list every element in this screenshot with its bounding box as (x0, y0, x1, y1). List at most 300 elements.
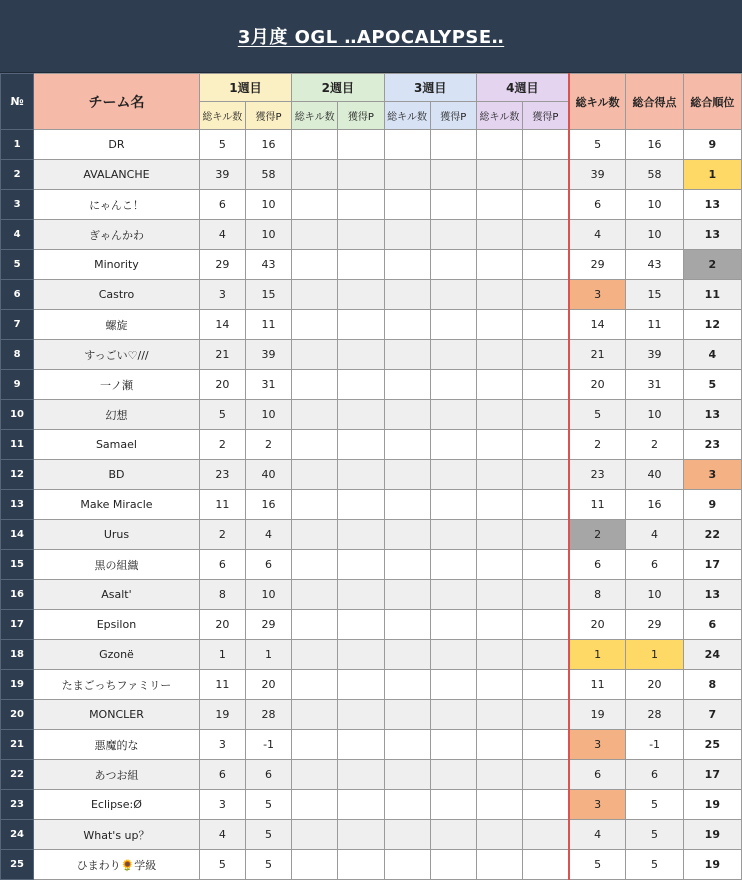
week-4-kills-cell[interactable] (476, 790, 522, 820)
team-name-cell[interactable]: Asalt' (34, 580, 200, 610)
week-4-kills-cell[interactable] (476, 280, 522, 310)
total-kills-cell[interactable]: 8 (569, 580, 626, 610)
week-4-points-cell[interactable] (523, 490, 569, 520)
week-2-kills-cell[interactable] (292, 130, 338, 160)
week-4-kills-cell[interactable] (476, 520, 522, 550)
week-1-points-cell[interactable]: 10 (245, 400, 291, 430)
week-4-kills-cell[interactable] (476, 700, 522, 730)
week-4-points-cell[interactable] (523, 700, 569, 730)
week-4-points-cell[interactable] (523, 220, 569, 250)
week-1-kills-cell[interactable]: 1 (199, 640, 245, 670)
week-4-kills-cell[interactable] (476, 130, 522, 160)
total-points-cell[interactable]: 28 (626, 700, 683, 730)
total-rank-cell[interactable]: 19 (683, 820, 741, 850)
week-4-kills-cell[interactable] (476, 580, 522, 610)
week-3-points-cell[interactable] (430, 310, 476, 340)
week-4-points-cell[interactable] (523, 460, 569, 490)
total-kills-cell[interactable]: 4 (569, 220, 626, 250)
team-name-cell[interactable]: あつお組 (34, 760, 200, 790)
week-1-kills-cell[interactable]: 20 (199, 610, 245, 640)
week-3-points-cell[interactable] (430, 340, 476, 370)
week-4-kills-cell[interactable] (476, 400, 522, 430)
total-points-cell[interactable]: 15 (626, 280, 683, 310)
week-4-kills-cell[interactable] (476, 820, 522, 850)
total-points-cell[interactable]: 5 (626, 850, 683, 880)
team-name-cell[interactable]: Samael (34, 430, 200, 460)
week-3-points-cell[interactable] (430, 370, 476, 400)
week-3-kills-cell[interactable] (384, 700, 430, 730)
team-name-cell[interactable]: にゃんこ！ (34, 190, 200, 220)
team-name-cell[interactable]: 幻想 (34, 400, 200, 430)
week-2-kills-cell[interactable] (292, 370, 338, 400)
week-2-points-cell[interactable] (338, 310, 384, 340)
week-1-points-cell[interactable]: 2 (245, 430, 291, 460)
week-2-points-cell[interactable] (338, 160, 384, 190)
week-4-kills-cell[interactable] (476, 460, 522, 490)
week-4-kills-cell[interactable] (476, 550, 522, 580)
week-2-points-cell[interactable] (338, 670, 384, 700)
week-4-kills-cell[interactable] (476, 760, 522, 790)
week-1-kills-cell[interactable]: 5 (199, 850, 245, 880)
week-3-points-cell[interactable] (430, 640, 476, 670)
week-3-points-cell[interactable] (430, 520, 476, 550)
total-kills-cell[interactable]: 5 (569, 130, 626, 160)
total-kills-cell[interactable]: 29 (569, 250, 626, 280)
week-4-points-cell[interactable] (523, 310, 569, 340)
week-4-kills-cell[interactable] (476, 160, 522, 190)
week-4-points-cell[interactable] (523, 280, 569, 310)
week-3-kills-cell[interactable] (384, 580, 430, 610)
week-3-points-cell[interactable] (430, 250, 476, 280)
week-3-points-cell[interactable] (430, 160, 476, 190)
week-2-points-cell[interactable] (338, 760, 384, 790)
team-name-cell[interactable]: 一ノ瀬 (34, 370, 200, 400)
total-kills-cell[interactable]: 3 (569, 730, 626, 760)
total-rank-cell[interactable]: 11 (683, 280, 741, 310)
week-3-kills-cell[interactable] (384, 130, 430, 160)
week-2-points-cell[interactable] (338, 850, 384, 880)
week-1-kills-cell[interactable]: 6 (199, 550, 245, 580)
week-2-kills-cell[interactable] (292, 250, 338, 280)
week-3-kills-cell[interactable] (384, 490, 430, 520)
week-1-kills-cell[interactable]: 3 (199, 730, 245, 760)
total-kills-cell[interactable]: 6 (569, 550, 626, 580)
week-4-kills-cell[interactable] (476, 190, 522, 220)
week-1-points-cell[interactable]: 15 (245, 280, 291, 310)
total-kills-cell[interactable]: 6 (569, 760, 626, 790)
week-1-kills-cell[interactable]: 6 (199, 760, 245, 790)
week-2-points-cell[interactable] (338, 280, 384, 310)
week-4-points-cell[interactable] (523, 610, 569, 640)
week-2-kills-cell[interactable] (292, 220, 338, 250)
total-rank-cell[interactable]: 23 (683, 430, 741, 460)
week-2-kills-cell[interactable] (292, 490, 338, 520)
total-points-cell[interactable]: 5 (626, 790, 683, 820)
team-name-cell[interactable]: BD (34, 460, 200, 490)
total-points-cell[interactable]: 6 (626, 760, 683, 790)
week-3-kills-cell[interactable] (384, 790, 430, 820)
week-2-points-cell[interactable] (338, 520, 384, 550)
week-4-points-cell[interactable] (523, 730, 569, 760)
week-3-kills-cell[interactable] (384, 280, 430, 310)
week-3-kills-cell[interactable] (384, 550, 430, 580)
week-3-kills-cell[interactable] (384, 220, 430, 250)
week-3-kills-cell[interactable] (384, 520, 430, 550)
team-name-cell[interactable]: MONCLER (34, 700, 200, 730)
total-kills-cell[interactable]: 14 (569, 310, 626, 340)
week-1-points-cell[interactable]: 6 (245, 550, 291, 580)
week-4-points-cell[interactable] (523, 430, 569, 460)
team-name-cell[interactable]: Eclipse:Ø (34, 790, 200, 820)
team-name-cell[interactable]: Urus (34, 520, 200, 550)
week-4-kills-cell[interactable] (476, 490, 522, 520)
team-name-cell[interactable]: ひまわり🌻学級 (34, 850, 200, 880)
week-4-points-cell[interactable] (523, 190, 569, 220)
total-kills-cell[interactable]: 3 (569, 790, 626, 820)
week-1-kills-cell[interactable]: 4 (199, 220, 245, 250)
week-3-points-cell[interactable] (430, 610, 476, 640)
total-points-cell[interactable]: 10 (626, 220, 683, 250)
week-1-kills-cell[interactable]: 19 (199, 700, 245, 730)
week-4-kills-cell[interactable] (476, 310, 522, 340)
total-rank-cell[interactable]: 19 (683, 850, 741, 880)
total-points-cell[interactable]: -1 (626, 730, 683, 760)
total-points-cell[interactable]: 16 (626, 490, 683, 520)
week-2-kills-cell[interactable] (292, 310, 338, 340)
total-points-cell[interactable]: 29 (626, 610, 683, 640)
total-rank-cell[interactable]: 9 (683, 490, 741, 520)
week-2-points-cell[interactable] (338, 130, 384, 160)
team-name-cell[interactable]: 螺旋 (34, 310, 200, 340)
week-2-points-cell[interactable] (338, 550, 384, 580)
total-rank-cell[interactable]: 22 (683, 520, 741, 550)
week-2-kills-cell[interactable] (292, 190, 338, 220)
week-1-points-cell[interactable]: 11 (245, 310, 291, 340)
total-points-cell[interactable]: 10 (626, 190, 683, 220)
week-2-points-cell[interactable] (338, 250, 384, 280)
week-2-points-cell[interactable] (338, 340, 384, 370)
week-4-points-cell[interactable] (523, 250, 569, 280)
week-4-points-cell[interactable] (523, 790, 569, 820)
week-1-points-cell[interactable]: 10 (245, 580, 291, 610)
team-name-cell[interactable]: Minority (34, 250, 200, 280)
week-2-points-cell[interactable] (338, 820, 384, 850)
week-2-points-cell[interactable] (338, 370, 384, 400)
week-3-kills-cell[interactable] (384, 430, 430, 460)
week-4-points-cell[interactable] (523, 130, 569, 160)
week-4-kills-cell[interactable] (476, 370, 522, 400)
total-kills-cell[interactable]: 11 (569, 490, 626, 520)
total-kills-cell[interactable]: 6 (569, 190, 626, 220)
week-4-points-cell[interactable] (523, 580, 569, 610)
week-1-kills-cell[interactable]: 5 (199, 400, 245, 430)
week-1-kills-cell[interactable]: 20 (199, 370, 245, 400)
week-3-kills-cell[interactable] (384, 730, 430, 760)
team-name-cell[interactable]: DR (34, 130, 200, 160)
week-1-kills-cell[interactable]: 29 (199, 250, 245, 280)
week-2-points-cell[interactable] (338, 220, 384, 250)
week-4-points-cell[interactable] (523, 640, 569, 670)
week-3-points-cell[interactable] (430, 130, 476, 160)
week-1-kills-cell[interactable]: 3 (199, 280, 245, 310)
week-4-points-cell[interactable] (523, 550, 569, 580)
total-kills-cell[interactable]: 2 (569, 430, 626, 460)
team-name-cell[interactable]: AVALANCHE (34, 160, 200, 190)
total-rank-cell[interactable]: 6 (683, 610, 741, 640)
week-1-kills-cell[interactable]: 5 (199, 130, 245, 160)
week-4-kills-cell[interactable] (476, 640, 522, 670)
week-2-points-cell[interactable] (338, 700, 384, 730)
week-3-points-cell[interactable] (430, 220, 476, 250)
week-3-kills-cell[interactable] (384, 610, 430, 640)
week-3-kills-cell[interactable] (384, 190, 430, 220)
week-4-points-cell[interactable] (523, 850, 569, 880)
team-name-cell[interactable]: すっごい♡/// (34, 340, 200, 370)
total-rank-cell[interactable]: 7 (683, 700, 741, 730)
week-1-kills-cell[interactable]: 21 (199, 340, 245, 370)
week-3-points-cell[interactable] (430, 790, 476, 820)
total-kills-cell[interactable]: 19 (569, 700, 626, 730)
week-3-points-cell[interactable] (430, 460, 476, 490)
week-1-points-cell[interactable]: 20 (245, 670, 291, 700)
week-1-points-cell[interactable]: 39 (245, 340, 291, 370)
week-3-points-cell[interactable] (430, 670, 476, 700)
total-rank-cell[interactable]: 9 (683, 130, 741, 160)
week-4-kills-cell[interactable] (476, 670, 522, 700)
week-2-kills-cell[interactable] (292, 520, 338, 550)
week-2-kills-cell[interactable] (292, 790, 338, 820)
week-3-kills-cell[interactable] (384, 370, 430, 400)
total-rank-cell[interactable]: 13 (683, 220, 741, 250)
week-3-points-cell[interactable] (430, 430, 476, 460)
team-name-cell[interactable]: たまごっちファミリー (34, 670, 200, 700)
total-kills-cell[interactable]: 4 (569, 820, 626, 850)
total-kills-cell[interactable]: 1 (569, 640, 626, 670)
week-2-points-cell[interactable] (338, 460, 384, 490)
week-3-kills-cell[interactable] (384, 670, 430, 700)
total-kills-cell[interactable]: 2 (569, 520, 626, 550)
week-4-kills-cell[interactable] (476, 430, 522, 460)
week-2-points-cell[interactable] (338, 730, 384, 760)
total-rank-cell[interactable]: 12 (683, 310, 741, 340)
team-name-cell[interactable]: What's up？ (34, 820, 200, 850)
week-1-points-cell[interactable]: 1 (245, 640, 291, 670)
week-3-points-cell[interactable] (430, 490, 476, 520)
week-2-points-cell[interactable] (338, 640, 384, 670)
total-rank-cell[interactable]: 5 (683, 370, 741, 400)
team-name-cell[interactable]: 黒の組織 (34, 550, 200, 580)
total-points-cell[interactable]: 58 (626, 160, 683, 190)
total-kills-cell[interactable]: 5 (569, 850, 626, 880)
week-2-kills-cell[interactable] (292, 460, 338, 490)
total-kills-cell[interactable]: 21 (569, 340, 626, 370)
week-3-points-cell[interactable] (430, 400, 476, 430)
week-1-kills-cell[interactable]: 11 (199, 490, 245, 520)
total-points-cell[interactable]: 4 (626, 520, 683, 550)
week-3-kills-cell[interactable] (384, 760, 430, 790)
week-1-points-cell[interactable]: 5 (245, 790, 291, 820)
week-1-points-cell[interactable]: 28 (245, 700, 291, 730)
total-rank-cell[interactable]: 13 (683, 580, 741, 610)
week-1-points-cell[interactable]: 5 (245, 850, 291, 880)
week-1-kills-cell[interactable]: 6 (199, 190, 245, 220)
week-3-kills-cell[interactable] (384, 340, 430, 370)
week-4-points-cell[interactable] (523, 340, 569, 370)
week-1-points-cell[interactable]: 4 (245, 520, 291, 550)
week-3-kills-cell[interactable] (384, 160, 430, 190)
week-2-kills-cell[interactable] (292, 760, 338, 790)
total-rank-cell[interactable]: 13 (683, 190, 741, 220)
total-rank-cell[interactable]: 17 (683, 760, 741, 790)
week-2-points-cell[interactable] (338, 790, 384, 820)
week-1-points-cell[interactable]: 10 (245, 190, 291, 220)
week-2-kills-cell[interactable] (292, 400, 338, 430)
total-rank-cell[interactable]: 4 (683, 340, 741, 370)
week-2-kills-cell[interactable] (292, 160, 338, 190)
week-3-points-cell[interactable] (430, 850, 476, 880)
week-1-kills-cell[interactable]: 2 (199, 430, 245, 460)
week-2-kills-cell[interactable] (292, 340, 338, 370)
total-kills-cell[interactable]: 5 (569, 400, 626, 430)
week-3-kills-cell[interactable] (384, 250, 430, 280)
week-3-kills-cell[interactable] (384, 820, 430, 850)
week-3-points-cell[interactable] (430, 820, 476, 850)
total-rank-cell[interactable]: 8 (683, 670, 741, 700)
team-name-cell[interactable]: 悪魔的な (34, 730, 200, 760)
week-1-points-cell[interactable]: 5 (245, 820, 291, 850)
total-points-cell[interactable]: 31 (626, 370, 683, 400)
week-2-points-cell[interactable] (338, 190, 384, 220)
total-rank-cell[interactable]: 19 (683, 790, 741, 820)
total-points-cell[interactable]: 6 (626, 550, 683, 580)
total-kills-cell[interactable]: 39 (569, 160, 626, 190)
total-points-cell[interactable]: 11 (626, 310, 683, 340)
week-1-kills-cell[interactable]: 23 (199, 460, 245, 490)
week-1-kills-cell[interactable]: 39 (199, 160, 245, 190)
week-2-kills-cell[interactable] (292, 670, 338, 700)
week-4-points-cell[interactable] (523, 820, 569, 850)
week-1-points-cell[interactable]: 10 (245, 220, 291, 250)
week-1-kills-cell[interactable]: 2 (199, 520, 245, 550)
week-2-points-cell[interactable] (338, 400, 384, 430)
week-4-points-cell[interactable] (523, 370, 569, 400)
week-4-kills-cell[interactable] (476, 340, 522, 370)
week-2-kills-cell[interactable] (292, 730, 338, 760)
total-kills-cell[interactable]: 3 (569, 280, 626, 310)
week-3-points-cell[interactable] (430, 190, 476, 220)
total-rank-cell[interactable]: 3 (683, 460, 741, 490)
week-1-points-cell[interactable]: 16 (245, 490, 291, 520)
total-points-cell[interactable]: 10 (626, 400, 683, 430)
week-2-points-cell[interactable] (338, 430, 384, 460)
week-2-points-cell[interactable] (338, 580, 384, 610)
total-kills-cell[interactable]: 20 (569, 370, 626, 400)
week-2-kills-cell[interactable] (292, 820, 338, 850)
week-4-points-cell[interactable] (523, 760, 569, 790)
week-1-points-cell[interactable]: 40 (245, 460, 291, 490)
total-points-cell[interactable]: 43 (626, 250, 683, 280)
week-2-kills-cell[interactable] (292, 610, 338, 640)
week-1-points-cell[interactable]: 6 (245, 760, 291, 790)
total-points-cell[interactable]: 16 (626, 130, 683, 160)
total-rank-cell[interactable]: 2 (683, 250, 741, 280)
total-points-cell[interactable]: 10 (626, 580, 683, 610)
week-2-kills-cell[interactable] (292, 550, 338, 580)
week-1-points-cell[interactable]: 43 (245, 250, 291, 280)
week-1-points-cell[interactable]: -1 (245, 730, 291, 760)
total-points-cell[interactable]: 39 (626, 340, 683, 370)
week-3-kills-cell[interactable] (384, 460, 430, 490)
week-3-kills-cell[interactable] (384, 640, 430, 670)
total-points-cell[interactable]: 40 (626, 460, 683, 490)
week-1-points-cell[interactable]: 29 (245, 610, 291, 640)
week-3-points-cell[interactable] (430, 700, 476, 730)
total-rank-cell[interactable]: 25 (683, 730, 741, 760)
week-4-kills-cell[interactable] (476, 730, 522, 760)
week-2-kills-cell[interactable] (292, 580, 338, 610)
week-4-points-cell[interactable] (523, 160, 569, 190)
total-points-cell[interactable]: 20 (626, 670, 683, 700)
week-4-points-cell[interactable] (523, 670, 569, 700)
week-1-kills-cell[interactable]: 14 (199, 310, 245, 340)
team-name-cell[interactable]: Make Miracle (34, 490, 200, 520)
week-1-kills-cell[interactable]: 4 (199, 820, 245, 850)
week-4-kills-cell[interactable] (476, 610, 522, 640)
team-name-cell[interactable]: Epsilon (34, 610, 200, 640)
week-2-kills-cell[interactable] (292, 280, 338, 310)
total-rank-cell[interactable]: 1 (683, 160, 741, 190)
week-3-points-cell[interactable] (430, 760, 476, 790)
week-3-kills-cell[interactable] (384, 850, 430, 880)
total-points-cell[interactable]: 2 (626, 430, 683, 460)
week-4-points-cell[interactable] (523, 400, 569, 430)
week-2-kills-cell[interactable] (292, 430, 338, 460)
week-1-kills-cell[interactable]: 11 (199, 670, 245, 700)
week-2-points-cell[interactable] (338, 610, 384, 640)
team-name-cell[interactable]: Gzonë (34, 640, 200, 670)
total-kills-cell[interactable]: 20 (569, 610, 626, 640)
week-1-points-cell[interactable]: 31 (245, 370, 291, 400)
total-rank-cell[interactable]: 17 (683, 550, 741, 580)
week-3-points-cell[interactable] (430, 280, 476, 310)
total-kills-cell[interactable]: 11 (569, 670, 626, 700)
team-name-cell[interactable]: Castro (34, 280, 200, 310)
week-3-points-cell[interactable] (430, 580, 476, 610)
week-2-kills-cell[interactable] (292, 850, 338, 880)
week-3-kills-cell[interactable] (384, 310, 430, 340)
week-4-kills-cell[interactable] (476, 850, 522, 880)
team-name-cell[interactable]: ぎゃんかわ (34, 220, 200, 250)
total-kills-cell[interactable]: 23 (569, 460, 626, 490)
week-3-kills-cell[interactable] (384, 400, 430, 430)
week-1-points-cell[interactable]: 58 (245, 160, 291, 190)
week-4-points-cell[interactable] (523, 520, 569, 550)
week-1-kills-cell[interactable]: 8 (199, 580, 245, 610)
week-1-kills-cell[interactable]: 3 (199, 790, 245, 820)
week-2-kills-cell[interactable] (292, 640, 338, 670)
week-2-points-cell[interactable] (338, 490, 384, 520)
total-rank-cell[interactable]: 13 (683, 400, 741, 430)
total-points-cell[interactable]: 1 (626, 640, 683, 670)
total-rank-cell[interactable]: 24 (683, 640, 741, 670)
total-points-cell[interactable]: 5 (626, 820, 683, 850)
week-3-points-cell[interactable] (430, 550, 476, 580)
week-2-kills-cell[interactable] (292, 700, 338, 730)
week-3-points-cell[interactable] (430, 730, 476, 760)
week-4-kills-cell[interactable] (476, 220, 522, 250)
week-4-kills-cell[interactable] (476, 250, 522, 280)
week-1-points-cell[interactable]: 16 (245, 130, 291, 160)
